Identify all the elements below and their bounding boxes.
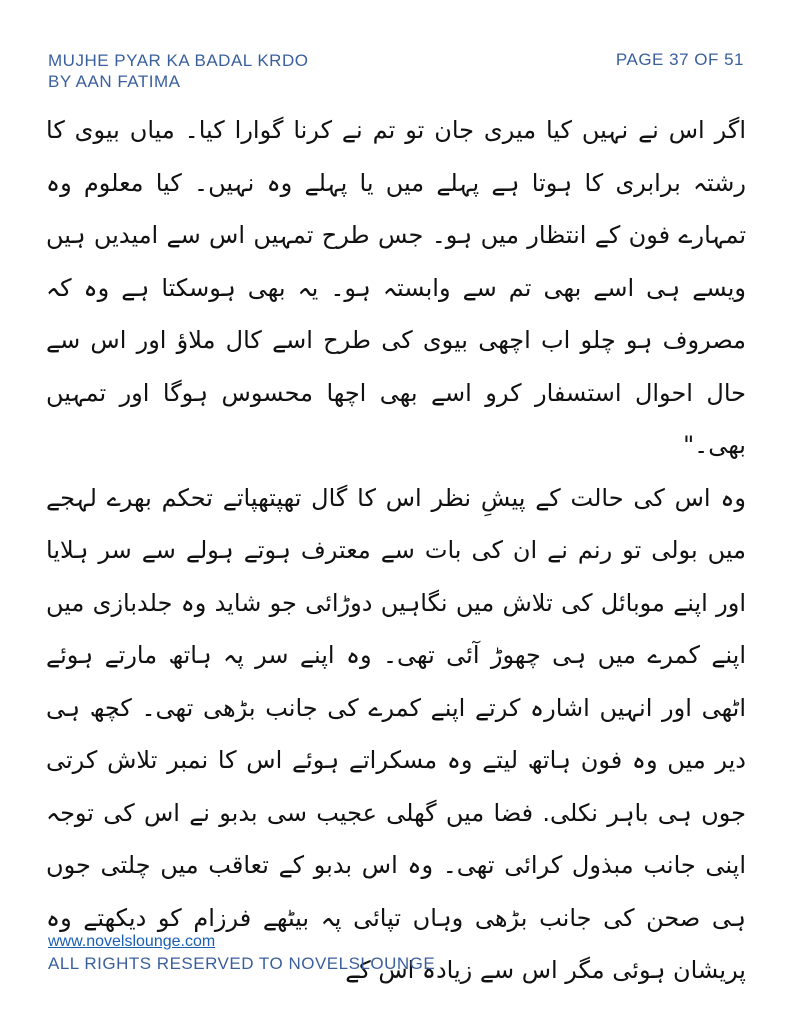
paragraph: وہ اس کی حالت کے پیشِ نظر اس کا گال تھپتھپاتے تحکم بھرے لہجے میں بولی تو رنم نے ان کی بات سے معترف ہوتے ہولے سے سر ہلایا اور اپنے موبائل کی تلاش میں نگاہیں دوڑائی جو شاید وہ جلدبازی میں اپنے کمرے میں ہی چھوڑ آئی تھی۔ وہ اپنے سر پہ ہاتھ مارتے ہوئے اٹھی اور انہیں اشارہ کرتے اپنے کمرے کی جانب بڑھی تھی۔ کچھ ہی دیر میں وہ فون ہاتھ لیتے وہ مسکراتے ہوئے اس کا نمبر تلاش کرتی جوں ہی باہر نکلی. فضا میں گھلی عجیب سی بدبو نے اس کی توجہ اپنی جانب مبذول کرائی تھی۔ وہ اس بدبو کے تعاقب میں چلتی جوں ہی صحن کی جانب بڑھی وہاں تپائی پہ بیٹھے فرزام کو دیکھتے وہ پریشان ہوئی مگر اس سے زیادہ اس کے xyxy=(46,483,746,984)
novel-title: MUJHE PYAR KA BADAL KRDO xyxy=(48,51,309,70)
website-link[interactable]: www.novelslounge.com xyxy=(48,933,216,950)
page-number: PAGE 37 OF 51 xyxy=(615,50,744,69)
rights-notice: ALL RIGHTS RESERVED TO NOVELSLOUNGE xyxy=(48,954,436,973)
author-line: BY AAN FATIMA xyxy=(48,72,181,91)
paragraph: اگر اس نے نہیں کیا میری جان تو تم نے کرنا گوارا کیا۔ میاں بیوی کا رشتہ برابری کا ہوتا ہے پہلے میں یا پہلے وہ نہیں۔ کیا معلوم وہ تمہارے فون کے انتظار میں ہو۔ جس طرح تمہیں اس سے امیدیں ہیں ویسے ہی اسے بھی تم سے وابستہ ہو۔ یہ بھی ہوسکتا ہے وہ کہ مصروف ہو چلو اب اچھی بیوی کی طرح اسے کال ملاؤ اور اس سے حال احوال استسفار کرو اسے بھی اچھا محسوس ہوگا اور تمہیں بھی۔" xyxy=(46,116,746,459)
footer xyxy=(48,932,435,976)
header-info xyxy=(48,50,308,92)
story-body xyxy=(46,104,746,997)
